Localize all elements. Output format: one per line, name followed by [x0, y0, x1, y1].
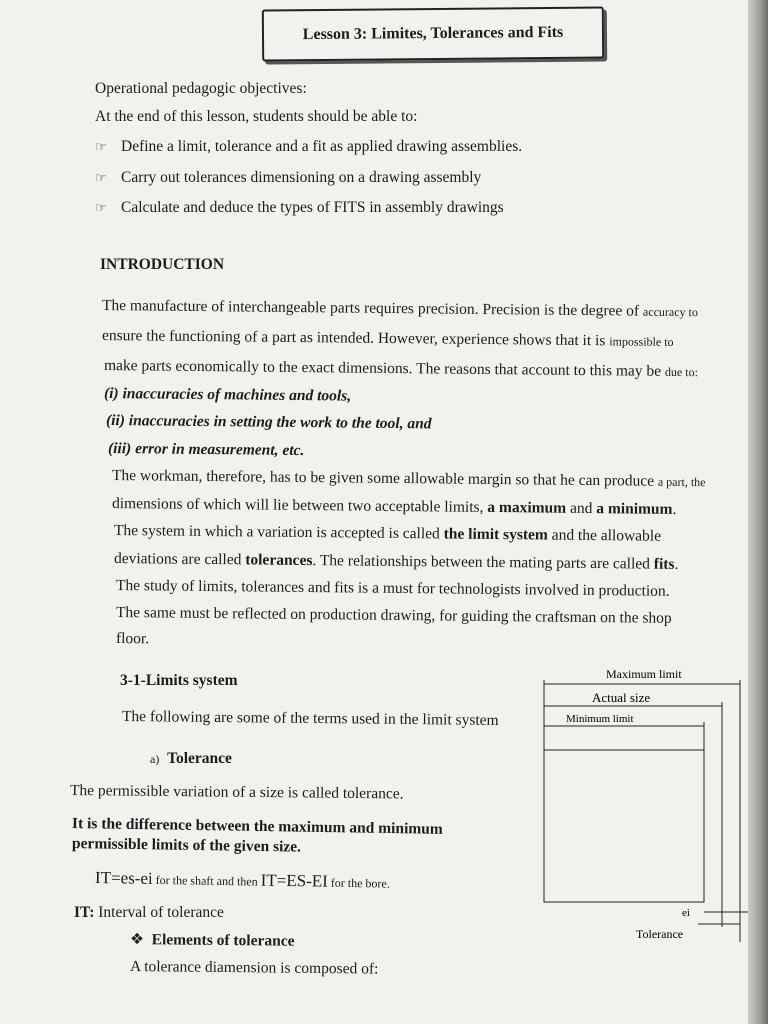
intro-paragraph-line: The manufacture of interchangeable parts requires precision. Precision is the degree of accuracy to	[101, 297, 699, 320]
pointing-hand-icon: ☞	[95, 200, 107, 215]
objective-item: ☞ Define a limit, tolerance and a fit as applied drawing assemblies.	[95, 138, 523, 155]
objectives-intro: At the end of this lesson, students should be able to:	[95, 108, 418, 125]
tolerance-label: Tolerance	[636, 927, 684, 941]
intro-paragraph-line: dimensions of which will lie between two acceptable limits, a maximum and a minimum.	[111, 495, 677, 518]
intro-paragraph-line: deviations are called tolerances. The relationships between the mating parts are called fits.	[113, 550, 679, 573]
tolerance-definition-bold: permissible limits of the given size.	[71, 835, 302, 856]
intro-paragraph-line: The study of limits, tolerances and fits is a must for technologists involved in production.	[115, 577, 670, 600]
reason-item: (ii) inaccuracies in setting the work to the tool, and	[105, 412, 432, 433]
objectives-heading: Operational pedagogic objectives:	[95, 80, 307, 97]
elements-heading: ❖ Elements of tolerance	[129, 931, 295, 950]
reason-item: (i) inaccuracies of machines and tools,	[103, 385, 352, 405]
objective-item: ☞ Carry out tolerances dimensioning on a drawing assembly	[95, 169, 482, 186]
maximum-limit-label: Maximum limit	[606, 667, 682, 681]
tolerance-formula: IT=es-ei for the shaft and then IT=ES-EI for the bore.	[94, 868, 390, 891]
intro-paragraph-line: ensure the functioning of a part as intended. However, experience shows that it is impossible to	[101, 327, 674, 350]
intro-paragraph-line: make parts economically to the exact dimensions. The reasons that account to this may be due to:	[103, 357, 699, 380]
intro-paragraph-line: The same must be reflected on production drawing, for guiding the craftsman on the shop	[115, 604, 672, 627]
actual-size-label: Actual size	[592, 690, 651, 705]
tolerance-composition: A tolerance diamension is composed of:	[129, 958, 379, 978]
tolerance-item: a) Tolerance	[150, 750, 232, 767]
tolerance-definition: The permissible variation of a size is called tolerance.	[69, 782, 404, 803]
objective-item: ☞ Calculate and deduce the types of FITS in assembly drawings	[95, 199, 504, 216]
ei-label: ei	[682, 907, 690, 919]
limits-system-heading: 3-1-Limits system	[120, 672, 238, 689]
pointing-hand-icon: ☞	[95, 170, 107, 185]
limits-system-intro: The following are some of the terms used in the limit system	[121, 708, 499, 729]
pointing-hand-icon: ☞	[95, 139, 107, 154]
intro-paragraph-line: The workman, therefore, has to be given some allowable margin so that he can produce a part, the	[111, 467, 706, 490]
it-definition: IT: Interval of tolerance	[74, 904, 224, 921]
page-edge-shadow	[748, 0, 768, 1024]
intro-paragraph-line: floor.	[115, 630, 150, 648]
tolerance-definition-bold: It is the difference between the maximum and minimum	[71, 815, 443, 838]
lesson-title: Lesson 3: Limites, Tolerances and Fits	[262, 7, 604, 62]
intro-paragraph-line: The system in which a variation is accepted is called the limit system and the allowable	[113, 522, 662, 545]
reason-item: (iii) error in measurement, etc.	[107, 440, 305, 460]
diamond-bullet-icon: ❖	[129, 931, 144, 949]
introduction-heading: INTRODUCTION	[100, 256, 225, 273]
limits-diagram	[530, 662, 748, 952]
minimum-limit-label: Minimum limit	[566, 713, 634, 725]
